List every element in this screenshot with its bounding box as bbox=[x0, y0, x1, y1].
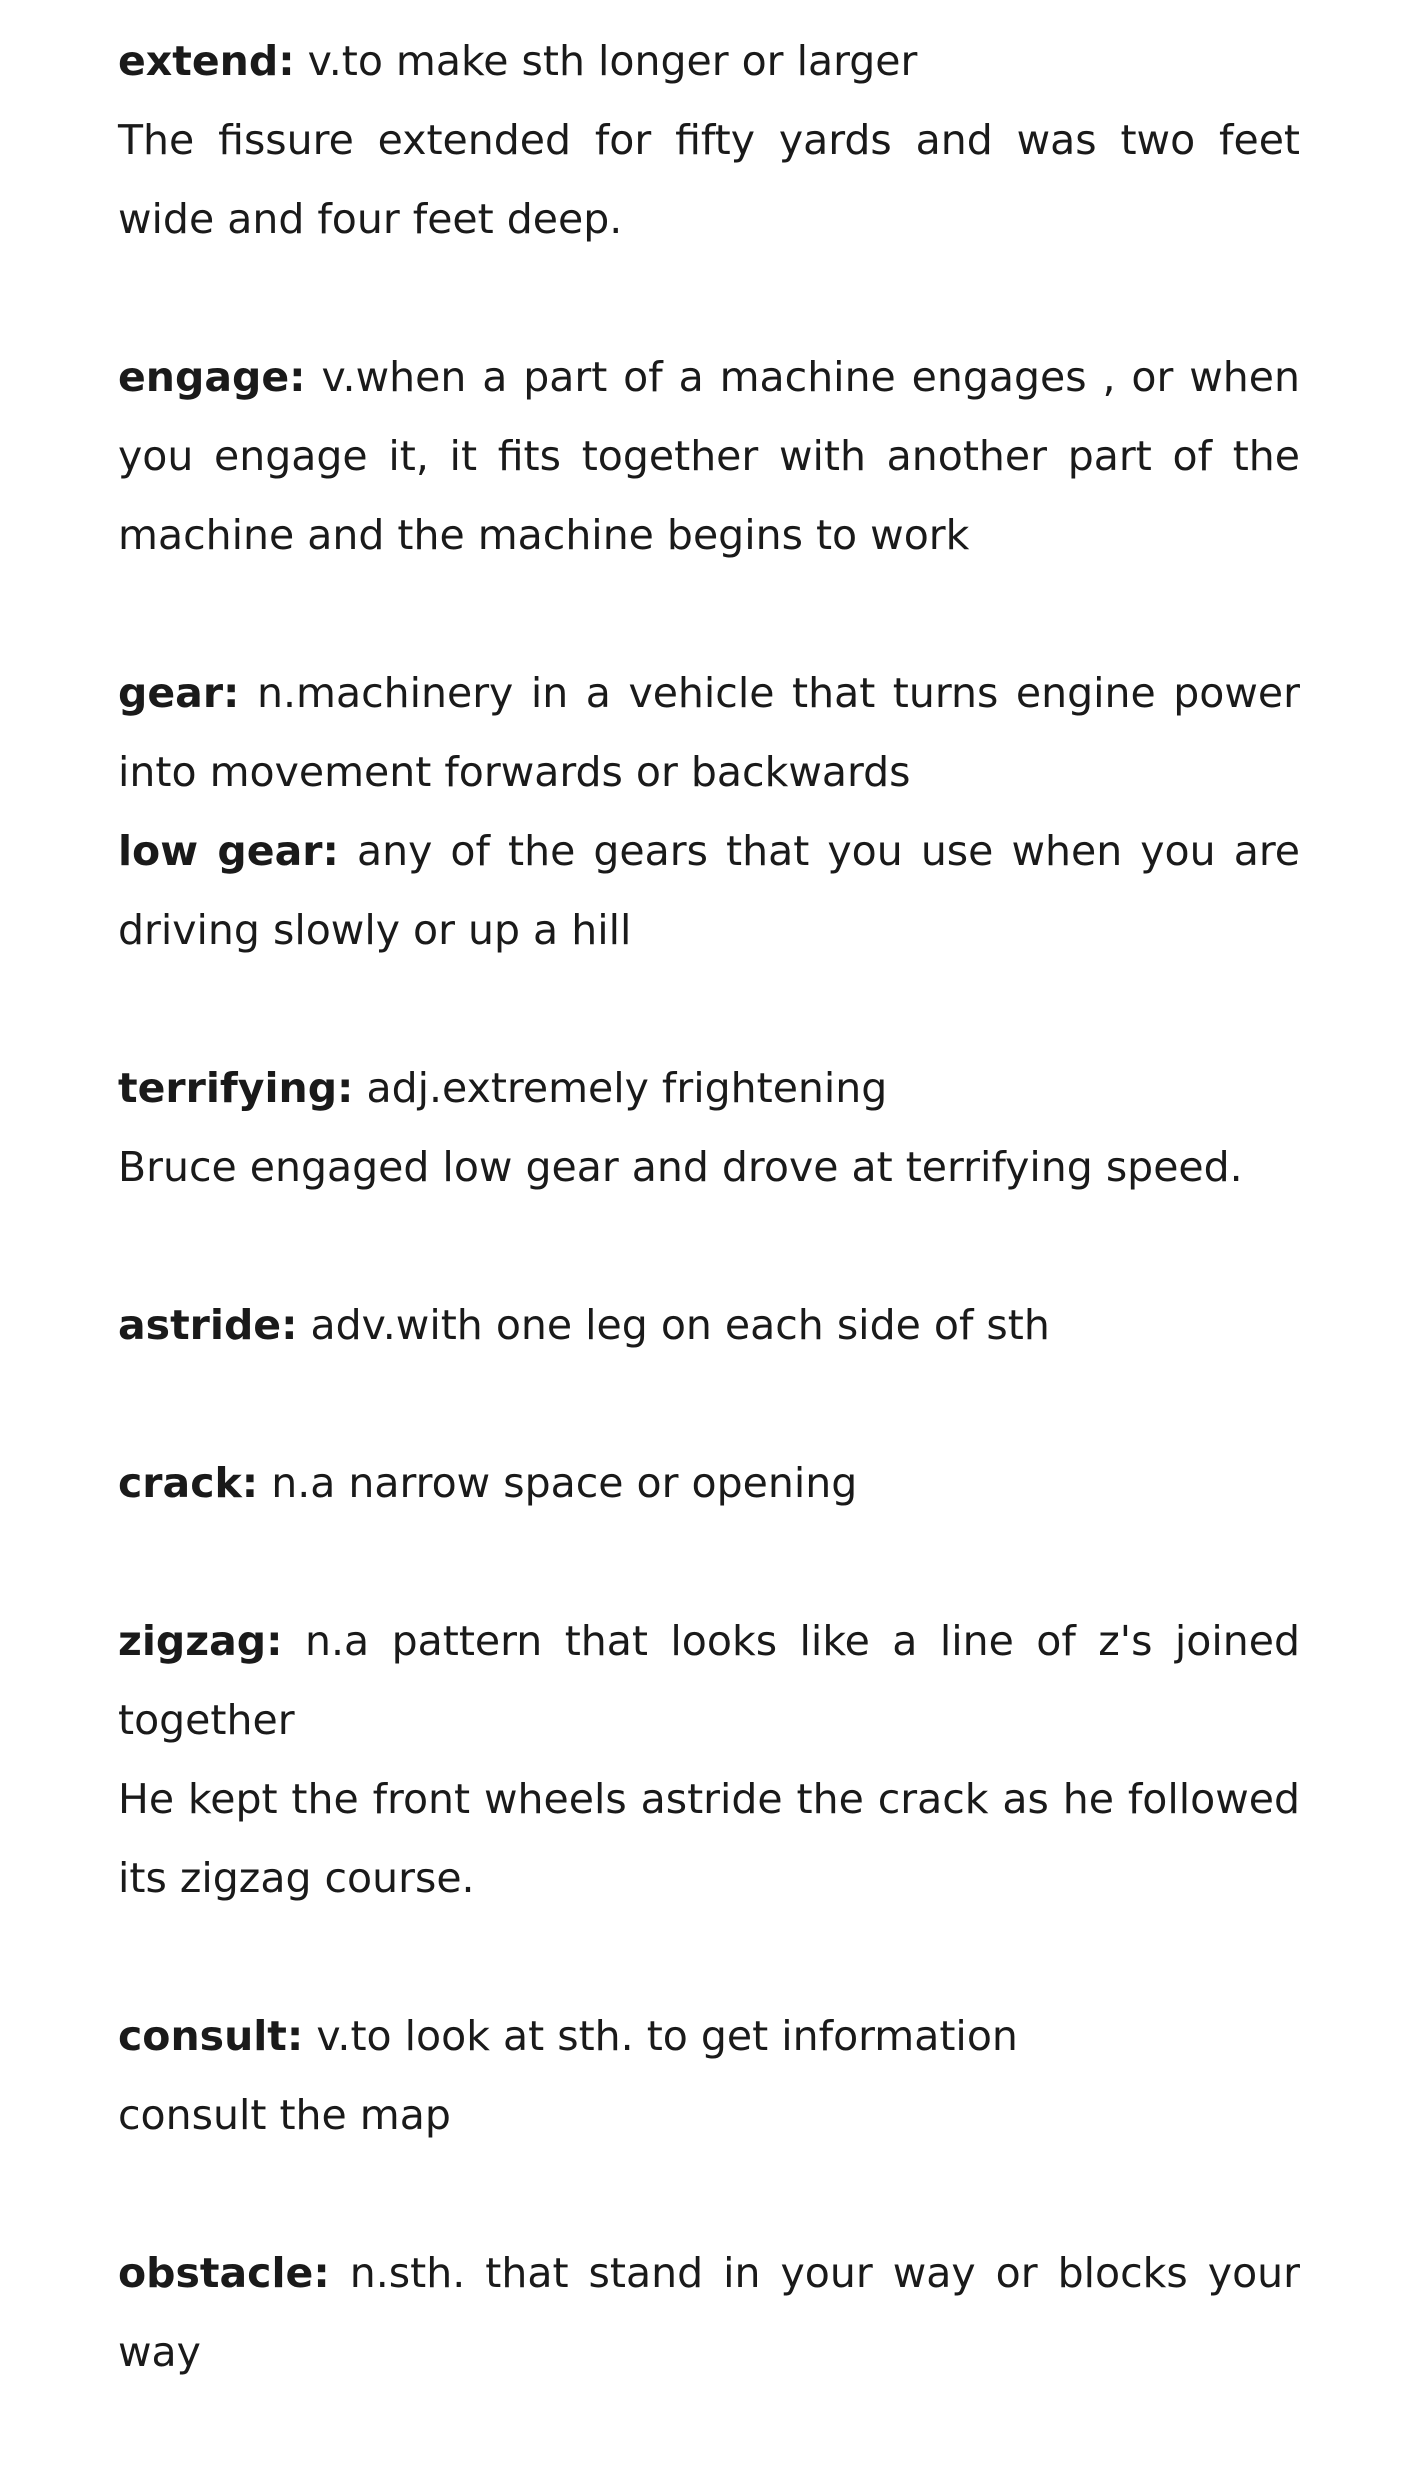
definition-line bbox=[118, 22, 1300, 101]
entry-spacer bbox=[118, 575, 1300, 654]
entry-spacer bbox=[118, 970, 1300, 1049]
definition-text: n.sth. that stand in your way or blocks your way bbox=[118, 2249, 1300, 2376]
entry-spacer bbox=[118, 1207, 1300, 1286]
definition-line bbox=[118, 2234, 1300, 2392]
vocab-entry-extend bbox=[118, 22, 1300, 259]
definition-line bbox=[118, 338, 1300, 575]
vocab-entry-engage bbox=[118, 338, 1300, 575]
definition-line bbox=[118, 1286, 1300, 1365]
entry-spacer bbox=[118, 259, 1300, 338]
vocab-term: zigzag: bbox=[118, 1617, 283, 1665]
vocab-term: gear: bbox=[118, 669, 240, 717]
vocab-term: extend: bbox=[118, 37, 295, 85]
vocab-term: low gear: bbox=[118, 827, 339, 875]
entry-spacer bbox=[118, 1365, 1300, 1444]
vocab-term: astride: bbox=[118, 1301, 298, 1349]
entry-spacer bbox=[118, 1523, 1300, 1602]
vocab-entry-consult bbox=[118, 1997, 1300, 2155]
definition-text: v.to make sth longer or larger bbox=[294, 37, 918, 85]
example-text: consult the map bbox=[118, 2091, 451, 2139]
definition-line bbox=[118, 1602, 1300, 1760]
example-text: Bruce engaged low gear and drove at terrifying speed. bbox=[118, 1143, 1243, 1191]
definition-line bbox=[118, 1444, 1300, 1523]
vocabulary-document bbox=[118, 22, 1300, 2392]
example-sentence bbox=[118, 101, 1300, 259]
vocab-entry-crack bbox=[118, 1444, 1300, 1523]
vocab-term: obstacle: bbox=[118, 2249, 330, 2297]
definition-text: any of the gears that you use when you are driving slowly or up a hill bbox=[118, 827, 1301, 954]
definition-line bbox=[118, 654, 1300, 812]
definition-line bbox=[118, 1049, 1300, 1128]
vocab-entry-terrifying bbox=[118, 1049, 1300, 1207]
vocab-term: terrifying: bbox=[118, 1064, 354, 1112]
example-sentence bbox=[118, 1128, 1300, 1207]
definition-text: v.to look at sth. to get information bbox=[303, 2012, 1018, 2060]
example-text: The fissure extended for fifty yards and was two feet wide and four feet deep. bbox=[118, 116, 1300, 243]
vocab-term: crack: bbox=[118, 1459, 259, 1507]
definition-line bbox=[118, 1997, 1300, 2076]
vocab-entry-obstacle bbox=[118, 2234, 1300, 2392]
vocab-term: consult: bbox=[118, 2012, 304, 2060]
definition-line bbox=[118, 812, 1300, 970]
definition-text: n.a pattern that looks like a line of z's joined together bbox=[118, 1617, 1300, 1744]
entry-spacer bbox=[118, 2155, 1300, 2234]
vocab-entry-zigzag bbox=[118, 1602, 1300, 1918]
vocab-entry-gear bbox=[118, 654, 1300, 970]
entry-spacer bbox=[118, 1918, 1300, 1997]
definition-text: n.a narrow space or opening bbox=[258, 1459, 858, 1507]
vocab-entry-astride bbox=[118, 1286, 1300, 1365]
definition-text: v.when a part of a machine engages , or when you engage it, it fits together with another part of the machine and the machine begins to work bbox=[118, 353, 1300, 559]
vocab-term: engage: bbox=[118, 353, 306, 401]
example-sentence bbox=[118, 1760, 1300, 1918]
definition-text: n.machinery in a vehicle that turns engine power into movement forwards or backwards bbox=[118, 669, 1300, 796]
example-text: He kept the front wheels astride the crack as he followed its zigzag course. bbox=[118, 1775, 1300, 1902]
definition-text: adj.extremely frightening bbox=[353, 1064, 888, 1112]
definition-text: adv.with one leg on each side of sth bbox=[297, 1301, 1050, 1349]
example-phrase bbox=[118, 2076, 1300, 2155]
